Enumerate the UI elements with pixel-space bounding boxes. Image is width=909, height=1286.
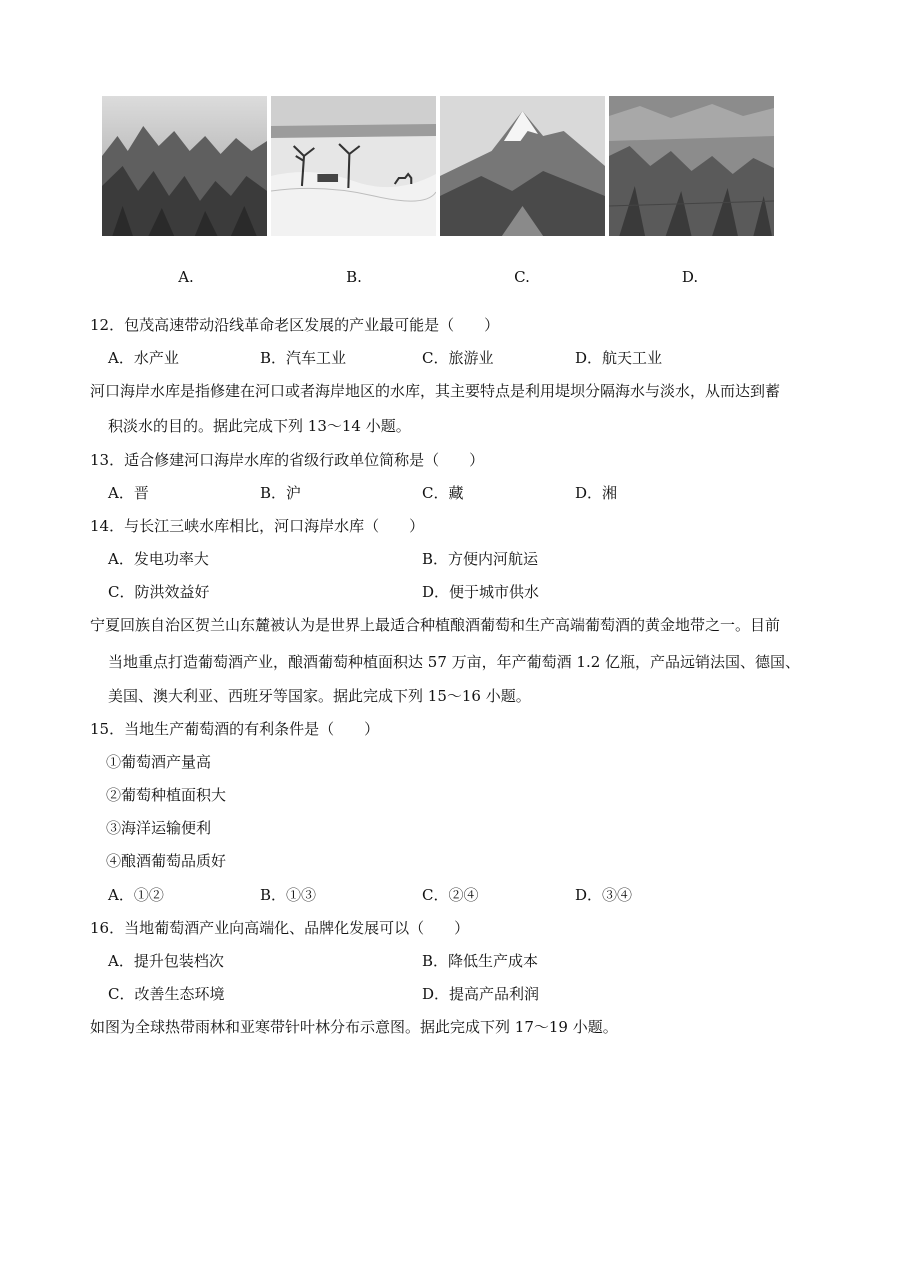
intro13-line2: 积淡水的目的。据此完成下列 13～14 小题。: [108, 417, 411, 435]
q15-item-1: ①葡萄酒产量高: [106, 753, 212, 771]
photo-a-image: [102, 96, 267, 236]
q14-option-b: B．方便内河航运: [422, 550, 539, 568]
intro13-line1: 河口海岸水库是指修建在河口或者海岸地区的水库，其主要特点是利用堤坝分隔海水与淡水，从而达到蓄: [90, 382, 781, 400]
q13-option-c: C．藏: [422, 484, 464, 502]
q12-option-a: A．水产业: [108, 349, 179, 367]
photo-c-image: [440, 96, 605, 236]
photo-d: [609, 96, 774, 236]
q15-option-d: D．③④: [575, 886, 633, 904]
intro17-line1: 如图为全球热带雨林和亚寒带针叶林分布示意图。据此完成下列 17～19 小题。: [90, 1018, 618, 1036]
q12-option-d: D．航天工业: [575, 349, 663, 367]
photo-b: [271, 96, 436, 236]
q14-stem: 14．与长江三峡水库相比，河口海岸水库（ ）: [90, 517, 425, 535]
q16-option-c: C．改善生态环境: [108, 985, 225, 1003]
q15-stem: 15．当地生产葡萄酒的有利条件是（ ）: [90, 720, 380, 738]
q15-item-2: ②葡萄种植面积大: [106, 786, 227, 804]
q15-option-b: B．①③: [260, 886, 317, 904]
intro15-line1: 宁夏回族自治区贺兰山东麓被认为是世界上最适合种植酿酒葡萄和生产高端葡萄酒的黄金地带之一。目前: [90, 616, 781, 634]
q12-option-c: C．旅游业: [422, 349, 494, 367]
intro15-line2: 当地重点打造葡萄酒产业，酿酒葡萄种植面积达 57 万亩，年产葡萄酒 1.2 亿瓶，产品远销法国、德国、: [108, 653, 801, 671]
q13-option-d: D．湘: [575, 484, 618, 502]
q16-option-d: D．提高产品利润: [422, 985, 540, 1003]
photo-label-d: D.: [681, 268, 699, 286]
q12-option-b: B．汽车工业: [260, 349, 347, 367]
intro15-line3: 美国、澳大利亚、西班牙等国家。据此完成下列 15～16 小题。: [108, 687, 531, 705]
q13-option-b: B．沪: [260, 484, 302, 502]
photo-label-b: B.: [346, 268, 362, 286]
photo-d-image: [609, 96, 774, 236]
q15-option-c: C．②④: [422, 886, 479, 904]
photo-label-a: A.: [178, 268, 194, 286]
q15-option-a: A．①②: [108, 886, 164, 904]
photo-label-c: C.: [514, 268, 530, 286]
landform-photos: [102, 96, 774, 236]
q14-option-a: A．发电功率大: [108, 550, 209, 568]
q13-stem: 13．适合修建河口海岸水库的省级行政单位简称是（ ）: [90, 451, 485, 469]
q16-stem: 16．当地葡萄酒产业向高端化、品牌化发展可以（ ）: [90, 919, 470, 937]
q14-option-c: C．防洪效益好: [108, 583, 210, 601]
q16-option-b: B．降低生产成本: [422, 952, 539, 970]
photo-a: [102, 96, 267, 236]
q12-stem: 12．包茂高速带动沿线革命老区发展的产业最可能是（ ）: [90, 316, 500, 334]
photo-b-image: [271, 96, 436, 236]
photo-c: [440, 96, 605, 236]
q15-item-3: ③海洋运输便利: [106, 819, 212, 837]
photo-labels: [102, 268, 774, 286]
q14-option-d: D．便于城市供水: [422, 583, 540, 601]
q15-item-4: ④酿酒葡萄品质好: [106, 852, 227, 870]
q13-option-a: A．晋: [108, 484, 149, 502]
q16-option-a: A．提升包装档次: [108, 952, 224, 970]
